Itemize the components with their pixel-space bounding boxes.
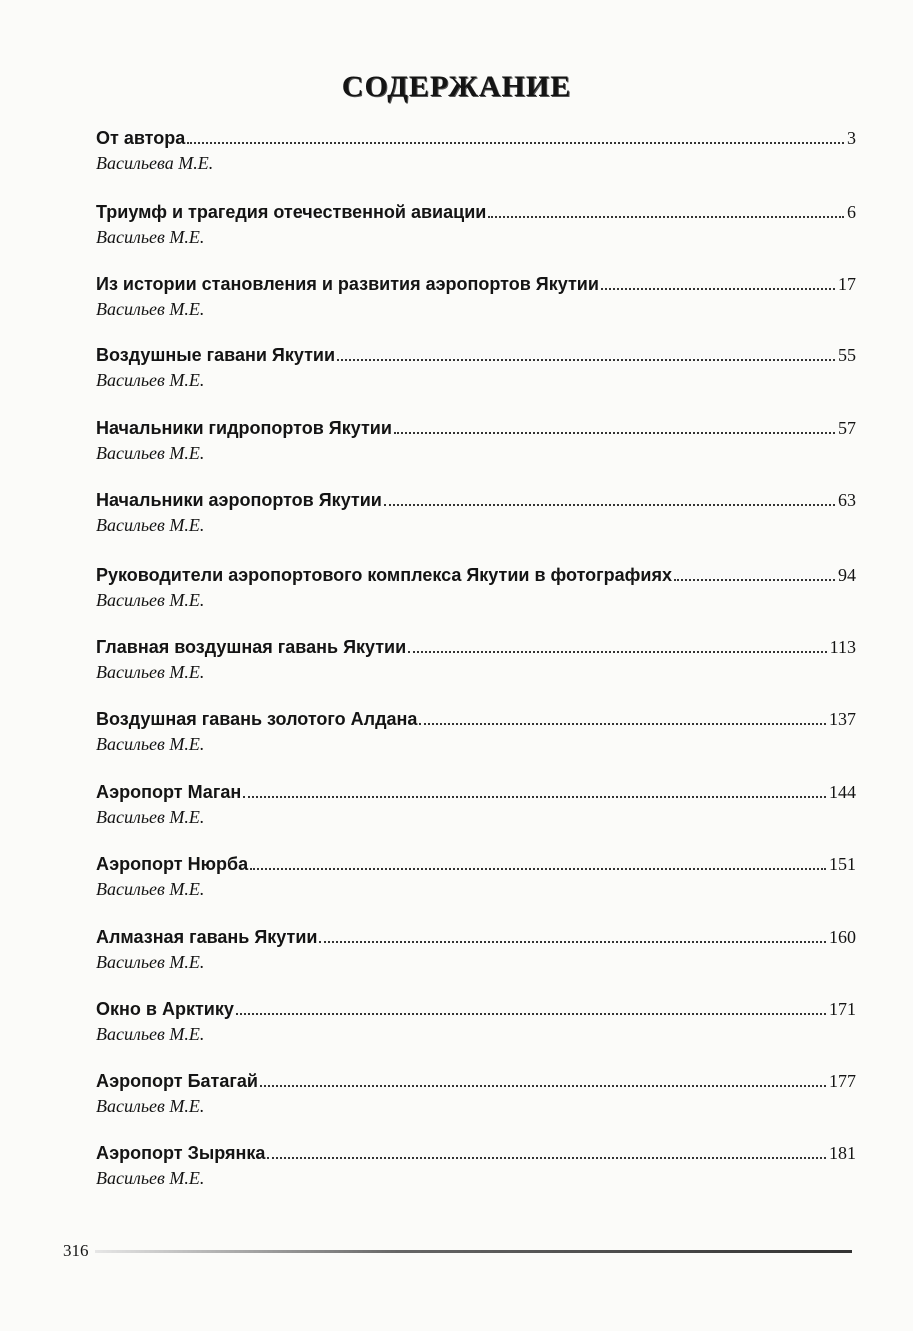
- toc-entry-title: Триумф и трагедия отечественной авиации: [96, 202, 487, 222]
- toc-entry: [96, 854, 856, 900]
- toc-entry-title: Аэропорт Зырянка: [96, 1143, 266, 1163]
- leader-dots: [408, 650, 826, 653]
- toc-entry-author: Васильев М.Е.: [96, 299, 205, 319]
- toc-page-number: 3: [847, 128, 856, 148]
- toc-entry-title: Руководители аэропортового комплекса Якутии в фотографиях: [96, 565, 672, 585]
- toc-entry-author: Васильев М.Е.: [96, 1096, 205, 1116]
- toc-entry: [96, 782, 856, 828]
- toc-entry-author: Васильев М.Е.: [96, 952, 205, 972]
- toc-entry-author: Васильев М.Е.: [96, 227, 205, 247]
- toc-entry-title: Алмазная гавань Якутии: [96, 927, 318, 947]
- toc-entry-title: Аэропорт Нюрба: [96, 854, 249, 874]
- toc-entry-title: Воздушные гавани Якутии: [96, 345, 336, 365]
- page-number: 316: [63, 1241, 89, 1260]
- toc-entry: [96, 637, 856, 683]
- leader-dots: [419, 722, 826, 725]
- toc-page-number: 55: [838, 345, 856, 365]
- toc-entry: [96, 565, 856, 611]
- toc-entry-title: Из истории становления и развития аэропортов Якутии: [96, 274, 599, 294]
- toc-entry-title: Главная воздушная гавань Якутии: [96, 637, 407, 657]
- toc-entry-title: Аэропорт Маган: [96, 782, 242, 802]
- leader-dots: [187, 141, 844, 144]
- toc-entry: [96, 1071, 856, 1117]
- toc-page-number: 144: [829, 782, 856, 802]
- leader-dots: [267, 1156, 826, 1159]
- toc-page-number: 171: [829, 999, 856, 1019]
- toc-entry: [96, 927, 856, 973]
- leader-dots: [250, 867, 826, 870]
- leader-dots: [488, 215, 844, 218]
- toc-entry: [96, 274, 856, 320]
- leader-dots: [260, 1084, 826, 1087]
- toc-entry-title: Воздушная гавань золотого Алдана: [96, 709, 418, 729]
- toc-entry-author: Васильев М.Е.: [96, 443, 205, 463]
- toc-entry-title: Начальники гидропортов Якутии: [96, 418, 392, 438]
- toc-entry: [96, 202, 856, 248]
- page-title: СОДЕРЖАНИЕ: [341, 70, 572, 103]
- toc-entry: [96, 490, 856, 536]
- toc-page-number: 160: [829, 927, 856, 947]
- leader-dots: [601, 287, 835, 290]
- toc-entry-author: Васильев М.Е.: [96, 879, 205, 899]
- toc-entry: [96, 709, 856, 755]
- toc-page-number: 151: [829, 854, 856, 874]
- leader-dots: [394, 431, 835, 434]
- toc-entry-author: Васильев М.Е.: [96, 515, 205, 535]
- toc-entry-author: Васильев М.Е.: [96, 370, 205, 390]
- leader-dots: [243, 795, 826, 798]
- toc-entry: [96, 418, 856, 464]
- toc-entry-author: Васильев М.Е.: [96, 590, 205, 610]
- toc-entry-title: Аэропорт Батагай: [96, 1071, 258, 1091]
- toc-entry-author: Васильев М.Е.: [96, 1024, 205, 1044]
- toc-entry-author: Васильев М.Е.: [96, 1168, 205, 1188]
- toc-page-number: 137: [829, 709, 856, 729]
- toc-entry: [96, 345, 856, 391]
- toc-entry-author: Васильев М.Е.: [96, 734, 205, 754]
- leader-dots: [319, 940, 826, 943]
- toc-entry-title: От автора: [96, 128, 186, 148]
- toc-page-number: 57: [838, 418, 856, 438]
- toc-page-number: 113: [829, 637, 856, 657]
- toc-entry-title: Окно в Арктику: [96, 999, 234, 1019]
- toc-entry: [96, 1143, 856, 1189]
- toc-page-number: 63: [838, 490, 856, 510]
- toc-entry-author: Васильев М.Е.: [96, 807, 205, 827]
- toc-entry-title: Начальники аэропортов Якутии: [96, 490, 382, 510]
- leader-dots: [674, 578, 835, 581]
- leader-dots: [337, 358, 835, 361]
- toc-page-number: 17: [838, 274, 856, 294]
- toc-page-number: 181: [829, 1143, 856, 1163]
- toc-entry-author: Васильев М.Е.: [96, 662, 205, 682]
- toc-page-number: 6: [847, 202, 856, 222]
- toc-entry-author: Васильева М.Е.: [96, 153, 214, 173]
- toc-entry: [96, 128, 856, 174]
- toc-page-number: 94: [838, 565, 856, 585]
- leader-dots: [236, 1012, 826, 1015]
- toc-page-number: 177: [829, 1071, 856, 1091]
- toc-entry: [96, 999, 856, 1045]
- leader-dots: [384, 503, 835, 506]
- footer-rule: [95, 1250, 852, 1253]
